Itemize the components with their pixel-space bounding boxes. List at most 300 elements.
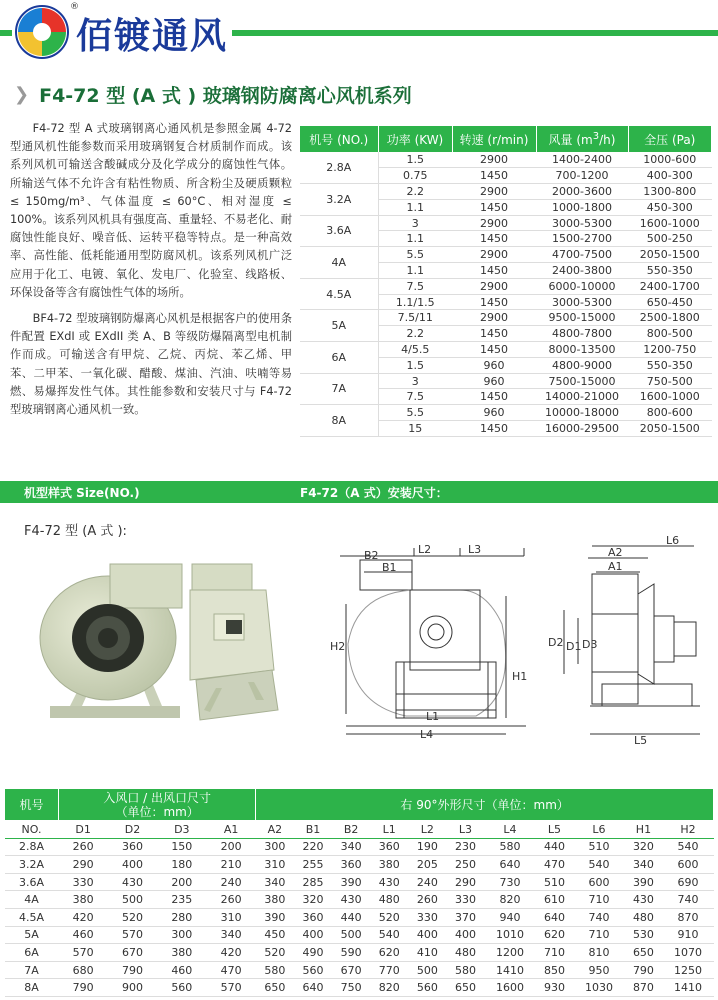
spec-model-cell: 3.6A	[300, 215, 378, 247]
spec-cell: 800-600	[628, 405, 712, 421]
spec-cell: 1450	[452, 421, 536, 437]
spec-body	[300, 152, 712, 436]
spec-cell: 1000-600	[628, 152, 712, 168]
header-divider	[232, 30, 718, 36]
spec-cell: 2050-1500	[628, 247, 712, 263]
dims-cell: 255	[294, 856, 332, 874]
dims-cell: 300	[157, 926, 206, 944]
spec-cell: 750-500	[628, 373, 712, 389]
dims-column-header: B2	[332, 821, 370, 839]
spec-cell: 550-350	[628, 357, 712, 373]
spec-cell: 1.5	[378, 357, 452, 373]
spec-cell: 1300-800	[628, 184, 712, 200]
dims-cell: 190	[408, 838, 446, 856]
dims-cell: 940	[485, 908, 536, 926]
dims-column-header: NO.	[5, 821, 59, 839]
dims-cell: 1600	[485, 979, 536, 997]
dims-column-header: H1	[624, 821, 662, 839]
fan-photo-front	[30, 556, 190, 726]
spec-row	[300, 152, 712, 168]
dim-label-l1: L1	[426, 710, 440, 723]
dims-cell: 4A	[5, 891, 59, 909]
dims-cell: 240	[408, 873, 446, 891]
dims-cell: 910	[663, 926, 714, 944]
dims-cell: 8A	[5, 979, 59, 997]
dims-cell: 570	[59, 944, 108, 962]
spec-model-cell: 2.8A	[300, 152, 378, 184]
spec-header: 风量 $(m^3/h)$	[536, 126, 628, 152]
brand-name: 佰镀通风	[76, 16, 229, 57]
dims-cell: 420	[59, 908, 108, 926]
dims-cell: 250	[446, 856, 484, 874]
spec-header: 机号 (NO.)	[300, 126, 378, 152]
dims-cell: 360	[370, 838, 408, 856]
dims-column-header: A1	[206, 821, 255, 839]
dims-cell: 1070	[663, 944, 714, 962]
dim-label-d3: D3	[582, 638, 598, 651]
spec-cell: 960	[452, 357, 536, 373]
dims-cell: 750	[332, 979, 370, 997]
spec-cell: 500-250	[628, 231, 712, 247]
spec-row	[300, 373, 712, 389]
dims-cell: 285	[294, 873, 332, 891]
dims-cell: 620	[535, 926, 573, 944]
spec-cell: 2.2	[378, 326, 452, 342]
dims-cell: 430	[108, 873, 157, 891]
spec-cell: 2900	[452, 152, 536, 168]
dims-cell: 420	[206, 944, 255, 962]
dims-cell: 235	[157, 891, 206, 909]
dims-cell: 2.8A	[5, 838, 59, 856]
spec-cell: 1450	[452, 342, 536, 358]
spec-model-cell: 4.5A	[300, 278, 378, 310]
dims-cell: 790	[624, 961, 662, 979]
dims-cell: 570	[206, 979, 255, 997]
spec-cell: 0.75	[378, 168, 452, 184]
description-paragraph: F4-72 型 A 式玻璃钢离心通风机是参照金属 4-72 型通风机性能参数而采用玻璃钢复合材质制作而成。该系列风机可输送含酸碱成分及化学成分的腐蚀性气体。所输送气体不允许含有粘性物质、所含粉尘及硬质颗粒 ≤ 150mg/m³、气体温度 ≤ 60°C、相对湿度 ≤ 100%。该系列风机具有强度高、重量轻、不易老化、耐腐蚀性能良好、噪音低、运转平稳等特点。是一种高效率、高性能、低耗能通用型防腐风机。该系列风机广泛应用于化工、电镀、氧化、发电厂、化验室、线路板、环保设备等含有腐蚀性气体的场所。	[10, 122, 292, 299]
spec-cell: 2900	[452, 310, 536, 326]
spec-cell: 16000-29500	[536, 421, 628, 437]
chevron-right-icon: ❯	[14, 83, 30, 105]
page-title: F4-72 型 (A 式 ) 玻璃钢防腐离心风机系列	[39, 84, 412, 107]
dim-label-l3: L3	[468, 543, 482, 556]
dims-cell: 400	[408, 926, 446, 944]
dims-cell: 4.5A	[5, 908, 59, 926]
spec-cell: 1200-750	[628, 342, 712, 358]
fan-photo-side	[186, 560, 286, 730]
spec-cell: 1450	[452, 263, 536, 279]
spec-cell: 1450	[452, 389, 536, 405]
dim-label-d1: D1	[566, 640, 582, 653]
spec-model-cell: 5A	[300, 310, 378, 342]
dims-cell: 820	[485, 891, 536, 909]
spec-cell: 10000-18000	[536, 405, 628, 421]
dims-cell: 600	[574, 873, 625, 891]
dims-cell: 330	[446, 891, 484, 909]
dims-cell: 690	[663, 873, 714, 891]
spec-row	[300, 405, 712, 421]
section-title-install: F4-72（A 式）安装尺寸：	[300, 486, 448, 500]
dims-header-outer: 右 90°外形尺寸（单位：mm）	[256, 789, 714, 821]
dims-cell: 400	[294, 926, 332, 944]
spec-table	[300, 126, 712, 437]
dims-cell: 520	[108, 908, 157, 926]
spec-cell: 7.5	[378, 278, 452, 294]
dims-cell: 200	[206, 838, 255, 856]
dims-cell: 490	[294, 944, 332, 962]
dims-cell: 710	[574, 926, 625, 944]
spec-cell: 2400-1700	[628, 278, 712, 294]
dims-cell: 430	[370, 873, 408, 891]
dim-label-d2: D2	[548, 636, 564, 649]
dims-column-header: B1	[294, 821, 332, 839]
dims-cell: 340	[206, 926, 255, 944]
dims-cell: 540	[370, 926, 408, 944]
title-row	[14, 80, 412, 108]
dims-cell: 7A	[5, 961, 59, 979]
dim-label-l4: L4	[420, 728, 434, 741]
spec-cell: 1500-2700	[536, 231, 628, 247]
dims-cell: 310	[206, 908, 255, 926]
dims-cell: 220	[294, 838, 332, 856]
dims-cell: 330	[408, 908, 446, 926]
dims-cell: 540	[663, 838, 714, 856]
spec-cell: 800-500	[628, 326, 712, 342]
dims-cell: 1410	[663, 979, 714, 997]
dims-cell: 560	[157, 979, 206, 997]
dims-cell: 320	[294, 891, 332, 909]
dims-cell: 870	[624, 979, 662, 997]
dims-cell: 200	[157, 873, 206, 891]
dims-cell: 820	[370, 979, 408, 997]
spec-model-cell: 3.2A	[300, 184, 378, 216]
dims-cell: 620	[370, 944, 408, 962]
dim-label-l5: L5	[634, 734, 648, 747]
dims-cell: 470	[206, 961, 255, 979]
spec-cell: 2900	[452, 215, 536, 231]
dims-cell: 260	[408, 891, 446, 909]
spec-cell: 2400-3800	[536, 263, 628, 279]
spec-header: 功率 (KW)	[378, 126, 452, 152]
brand-logo-icon	[14, 4, 70, 60]
dims-cell: 580	[485, 838, 536, 856]
dims-cell: 360	[108, 838, 157, 856]
dims-cell: 520	[370, 908, 408, 926]
dims-cell: 440	[535, 838, 573, 856]
spec-cell: 1.1	[378, 263, 452, 279]
dims-row	[5, 908, 714, 926]
dims-header-inlet: 入风口 / 出风口尺寸 （单位：mm）	[59, 789, 256, 821]
spec-header: 全压 (Pa)	[628, 126, 712, 152]
dims-cell: 770	[370, 961, 408, 979]
spec-row	[300, 310, 712, 326]
dims-cell: 460	[157, 961, 206, 979]
dims-cell: 430	[332, 891, 370, 909]
dims-column-header: L2	[408, 821, 446, 839]
spec-cell: 7500-15000	[536, 373, 628, 389]
spec-cell: 14000-21000	[536, 389, 628, 405]
dims-cell: 650	[624, 944, 662, 962]
spec-cell: 7.5/11	[378, 310, 452, 326]
dims-cell: 710	[535, 944, 573, 962]
dims-cell: 710	[574, 891, 625, 909]
dims-cell: 210	[206, 856, 255, 874]
spec-cell: 1600-1000	[628, 215, 712, 231]
dims-cell: 790	[108, 961, 157, 979]
dims-cell: 3.2A	[5, 856, 59, 874]
spec-cell: 3000-5300	[536, 215, 628, 231]
dims-cell: 900	[108, 979, 157, 997]
dims-cell: 480	[624, 908, 662, 926]
dims-cell: 650	[446, 979, 484, 997]
dims-column-header: H2	[663, 821, 714, 839]
dim-label-l2: L2	[418, 543, 432, 556]
dims-cell: 290	[59, 856, 108, 874]
spec-cell: 1.1	[378, 231, 452, 247]
dims-cell: 810	[574, 944, 625, 962]
dim-label-l6: L6	[666, 534, 680, 547]
dims-column-header: L6	[574, 821, 625, 839]
dims-cell: 520	[256, 944, 294, 962]
dims-cell: 640	[485, 856, 536, 874]
spec-cell: 1600-1000	[628, 389, 712, 405]
dims-row	[5, 926, 714, 944]
dims-cell: 6A	[5, 944, 59, 962]
spec-cell: 700-1200	[536, 168, 628, 184]
dims-cell: 500	[332, 926, 370, 944]
spec-cell: 3	[378, 215, 452, 231]
dims-cell: 230	[446, 838, 484, 856]
spec-cell: 15	[378, 421, 452, 437]
dims-column-row	[5, 821, 714, 839]
model-label: F4-72 型 (A 式 ):	[24, 524, 127, 539]
spec-cell: 2.2	[378, 184, 452, 200]
dims-column-header: D3	[157, 821, 206, 839]
spec-cell: 9500-15000	[536, 310, 628, 326]
dims-cell: 670	[332, 961, 370, 979]
dimensions-table	[4, 788, 714, 997]
dims-cell: 1010	[485, 926, 536, 944]
spec-cell: 960	[452, 405, 536, 421]
header-divider-left	[0, 30, 12, 36]
page-header	[0, 0, 718, 62]
dims-cell: 500	[408, 961, 446, 979]
dims-cell: 670	[108, 944, 157, 962]
spec-cell: 4800-9000	[536, 357, 628, 373]
spec-cell: 2050-1500	[628, 421, 712, 437]
dims-row	[5, 979, 714, 997]
dims-column-header: D2	[108, 821, 157, 839]
spec-row	[300, 247, 712, 263]
dims-cell: 400	[108, 856, 157, 874]
spec-cell: 3	[378, 373, 452, 389]
spec-model-cell: 8A	[300, 405, 378, 437]
spec-cell: 1450	[452, 199, 536, 215]
dims-cell: 260	[206, 891, 255, 909]
dims-row	[5, 873, 714, 891]
dims-cell: 370	[446, 908, 484, 926]
spec-row	[300, 215, 712, 231]
dims-cell: 560	[408, 979, 446, 997]
dims-cell: 390	[256, 908, 294, 926]
dims-cell: 300	[256, 838, 294, 856]
spec-model-cell: 7A	[300, 373, 378, 405]
description	[10, 120, 292, 427]
dims-cell: 590	[332, 944, 370, 962]
spec-cell: 550-350	[628, 263, 712, 279]
spec-cell: 3000-5300	[536, 294, 628, 310]
dims-cell: 400	[446, 926, 484, 944]
dims-cell: 1410	[485, 961, 536, 979]
dims-cell: 850	[535, 961, 573, 979]
dims-cell: 260	[59, 838, 108, 856]
dims-cell: 1200	[485, 944, 536, 962]
dims-row	[5, 891, 714, 909]
dims-cell: 580	[256, 961, 294, 979]
dims-cell: 460	[59, 926, 108, 944]
spec-model-cell: 4A	[300, 247, 378, 279]
spec-cell: 2500-1800	[628, 310, 712, 326]
dims-cell: 680	[59, 961, 108, 979]
spec-cell: 1000-1800	[536, 199, 628, 215]
dims-cell: 610	[535, 891, 573, 909]
dims-cell: 470	[535, 856, 573, 874]
dims-cell: 1030	[574, 979, 625, 997]
dims-cell: 640	[535, 908, 573, 926]
dims-cell: 650	[256, 979, 294, 997]
dims-cell: 480	[370, 891, 408, 909]
dims-cell: 450	[256, 926, 294, 944]
dims-cell: 380	[256, 891, 294, 909]
dims-cell: 950	[574, 961, 625, 979]
dims-cell: 320	[624, 838, 662, 856]
dims-cell: 510	[535, 873, 573, 891]
dims-cell: 380	[157, 944, 206, 962]
spec-cell: 7.5	[378, 389, 452, 405]
dims-row	[5, 838, 714, 856]
dims-cell: 640	[294, 979, 332, 997]
dims-cell: 340	[624, 856, 662, 874]
spec-cell: 5.5	[378, 405, 452, 421]
spec-cell: 400-300	[628, 168, 712, 184]
dims-cell: 3.6A	[5, 873, 59, 891]
dims-cell: 205	[408, 856, 446, 874]
dims-cell: 440	[332, 908, 370, 926]
spec-cell: 450-300	[628, 199, 712, 215]
dim-label-a1: A1	[608, 560, 623, 573]
dims-cell: 790	[59, 979, 108, 997]
spec-cell: 1450	[452, 231, 536, 247]
spec-cell: 1450	[452, 294, 536, 310]
spec-cell: 960	[452, 373, 536, 389]
dims-column-header: L1	[370, 821, 408, 839]
dims-row	[5, 856, 714, 874]
dims-cell: 730	[485, 873, 536, 891]
spec-model-cell: 6A	[300, 342, 378, 374]
dims-cell: 380	[59, 891, 108, 909]
dims-cell: 340	[256, 873, 294, 891]
spec-cell: 1450	[452, 326, 536, 342]
spec-cell: 1400-2400	[536, 152, 628, 168]
description-paragraph: BF4-72 型玻璃钢防爆离心风机是根据客户的使用条件配置 EXdI 或 EXdII 类 A、B 等级防爆隔离型电机制作而成。可输送含有甲烷、乙烷、丙烷、苯乙烯、甲苯、二甲苯、一氧化碳、醋酸、煤油、汽油、呋喃等易燃、易爆挥发性气体。其性能参数和安装尺寸与 F4-72 型玻璃钢离心通风机一致。	[10, 312, 292, 417]
dims-column-header: L3	[446, 821, 484, 839]
dims-cell: 1250	[663, 961, 714, 979]
spec-cell: 8000-13500	[536, 342, 628, 358]
spec-header: 转速 (r/min)	[452, 126, 536, 152]
dims-cell: 310	[256, 856, 294, 874]
dims-body	[5, 821, 714, 997]
dim-label-b2: B2	[364, 549, 379, 562]
dims-row	[5, 944, 714, 962]
spec-cell: 2900	[452, 184, 536, 200]
dims-cell: 560	[294, 961, 332, 979]
spec-cell: 5.5	[378, 247, 452, 263]
spec-cell: 650-450	[628, 294, 712, 310]
dims-cell: 870	[663, 908, 714, 926]
dims-cell: 330	[59, 873, 108, 891]
dim-label-a2: A2	[608, 546, 623, 559]
spec-cell: 2000-3600	[536, 184, 628, 200]
dims-column-header: D1	[59, 821, 108, 839]
dims-column-header: L4	[485, 821, 536, 839]
dim-label-h2: H2	[330, 640, 346, 653]
dims-header-model: 机号	[5, 789, 59, 821]
dims-cell: 570	[108, 926, 157, 944]
dims-cell: 360	[332, 856, 370, 874]
spec-cell: 1.1	[378, 199, 452, 215]
dims-cell: 360	[294, 908, 332, 926]
dims-cell: 410	[408, 944, 446, 962]
dim-label-h1: H1	[512, 670, 528, 683]
spec-cell: 1.5	[378, 152, 452, 168]
dim-label-b1: B1	[382, 561, 397, 574]
dims-cell: 740	[663, 891, 714, 909]
dims-cell: 280	[157, 908, 206, 926]
dims-cell: 340	[332, 838, 370, 856]
dims-cell: 600	[663, 856, 714, 874]
spec-cell: 1.1/1.5	[378, 294, 452, 310]
spec-cell: 4800-7800	[536, 326, 628, 342]
dims-cell: 180	[157, 856, 206, 874]
dims-cell: 5A	[5, 926, 59, 944]
spec-cell: 6000-10000	[536, 278, 628, 294]
dims-cell: 430	[624, 891, 662, 909]
spec-cell: 4700-7500	[536, 247, 628, 263]
registered-mark: ®	[70, 2, 79, 12]
spec-row	[300, 342, 712, 358]
spec-row	[300, 184, 712, 200]
dims-cell: 740	[574, 908, 625, 926]
dims-cell: 240	[206, 873, 255, 891]
dims-cell: 380	[370, 856, 408, 874]
dims-cell: 480	[446, 944, 484, 962]
dims-column-header: L5	[535, 821, 573, 839]
dims-cell: 500	[108, 891, 157, 909]
dims-column-header: A2	[256, 821, 294, 839]
section-title-models: 机型样式 Size(NO.)	[24, 486, 140, 500]
dims-cell: 580	[446, 961, 484, 979]
dims-row	[5, 961, 714, 979]
dims-cell: 540	[574, 856, 625, 874]
install-diagram-front	[520, 534, 714, 754]
spec-cell: 4/5.5	[378, 342, 452, 358]
dims-cell: 390	[624, 873, 662, 891]
dims-cell: 510	[574, 838, 625, 856]
spec-cell: 2900	[452, 247, 536, 263]
spec-cell: 2900	[452, 278, 536, 294]
dims-cell: 390	[332, 873, 370, 891]
spec-cell: 1450	[452, 168, 536, 184]
